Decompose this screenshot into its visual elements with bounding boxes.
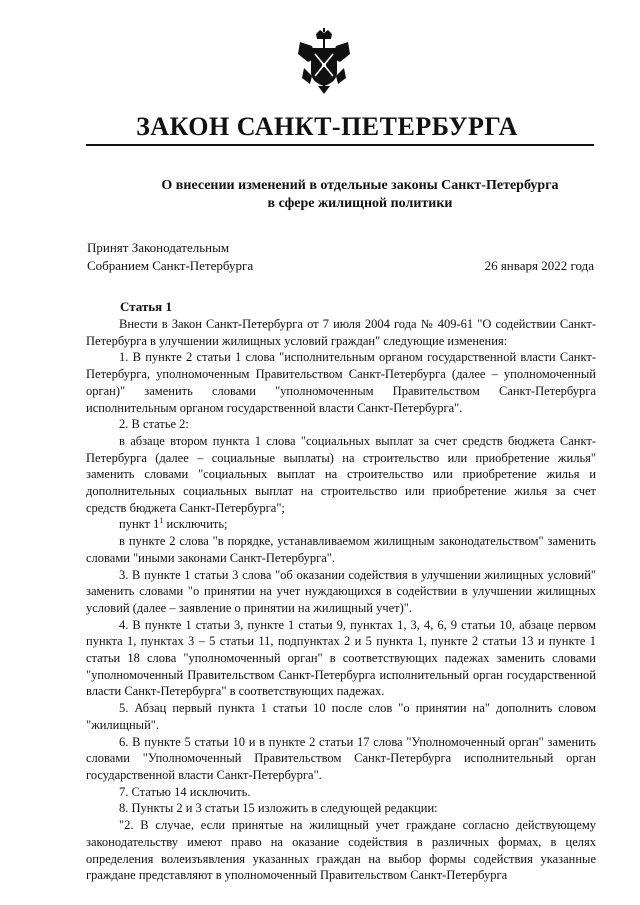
paragraph-point-1-1: [86, 516, 596, 533]
paragraph: 2. В статье 2:: [119, 417, 189, 432]
adoption-line-1: Принят Законодательным: [87, 240, 230, 255]
adoption-note: [87, 239, 253, 275]
law-title: ЗАКОН САНКТ-ПЕТЕРБУРГА: [136, 112, 518, 141]
paragraph: Внести в Закон Санкт-Петербурга от 7 июля 2004 года № 409-61 "О содействии Санкт-Петербурга в улучшении жилищных условий граждан" следующие изменения:: [86, 317, 596, 348]
law-subtitle: [86, 177, 594, 213]
adoption-date: 26 января 2022 года: [484, 258, 594, 273]
point-prefix: пункт 1: [119, 517, 160, 532]
paragraph: в абзаце втором пункта 1 слова "социальных выплат за счет средств бюджета Санкт-Петербурга (далее – социальные выплаты) на строительство или приобретение жилья" заменить словами "социальных выплат на строительство или приобретение жилья и дополнительных социальных выплат на строительство или приобретение жилья за счет средств бюджета Санкт-Петербурга";: [86, 433, 596, 515]
paragraph: 8. Пункты 2 и 3 статьи 15 изложить в следующей редакции:: [119, 801, 438, 816]
paragraph: 6. В пункте 5 статьи 10 и в пункте 2 статьи 17 слова "Уполномоченный орган" заменить словами "Уполномоченный Правительством Санкт-Петербурга исполнительный орган государственной власти Санкт-Петербурга".: [86, 734, 596, 782]
paragraph: в пункте 2 слова "в порядке, устанавливаемом жилищным законодательством" заменить словами "иными законами Санкт-Петербурга".: [86, 534, 596, 565]
paragraph: 7. Статью 14 исключить.: [119, 784, 251, 799]
adoption-line-2: Собранием Санкт-Петербурга: [87, 258, 254, 273]
coat-of-arms-icon: [296, 28, 352, 96]
point-suffix: исключить;: [163, 517, 228, 532]
point-superscript: 1: [159, 516, 164, 526]
paragraph: 5. Абзац первый пункта 1 статьи 10 после слов "о принятии на" дополнить словом "жилищный".: [86, 701, 596, 732]
subtitle-line-1: О внесении изменений в отдельные законы Санкт-Петербурга: [161, 178, 559, 193]
paragraph: 4. В пункте 1 статьи 3, пункте 1 статьи 9, пунктах 1, 3, 4, 6, 9 статьи 10, абзаце первом пункта 1, пунктах 3 – 5 статьи 11, подпунктах 2 и 5 пункта 1, пункте 2 статьи 13 и пункте 1 статьи 18 слова "уполномоченный орган" в соответствующих падежах заменить словами "уполномоченный Правительством Санкт-Петербурга исполнительный орган государственной власти Санкт-Петербурга" в соответствующих падежах.: [86, 617, 596, 699]
article-body: [86, 316, 596, 884]
subtitle-line-2: в сфере жилищной политики: [267, 196, 453, 211]
paragraph: 1. В пункте 2 статьи 1 слова "исполнительным органом государственной власти Санкт-Петербурга, уполномоченным Правительством Санкт-Петербурга (далее – уполномоченный орган)" заменить словами "уполномоченным Правительством Санкт-Петербурга исполнительным органом государственной власти Санкт-Петербурга".: [86, 350, 596, 415]
paragraph: 3. В пункте 1 статьи 3 слова "об оказании содействия в улучшении жилищных условий" заменить словами "о принятии на учет нуждающихся в содействии в улучшении жилищных условий (далее – заявление о принятии на жилищный учет)".: [86, 567, 596, 615]
article-heading: Статья 1: [120, 299, 172, 314]
title-underline: [86, 144, 594, 146]
paragraph: "2. В случае, если принятые на жилищный учет граждане согласно действующему законодательству имеют право на оказание содействия в различных формах, в целях определения волеизъявления указанных граждан на выбор формы содействия указанные граждане представляют в уполномоченный Правительством Санкт-Петербурга: [86, 818, 596, 883]
